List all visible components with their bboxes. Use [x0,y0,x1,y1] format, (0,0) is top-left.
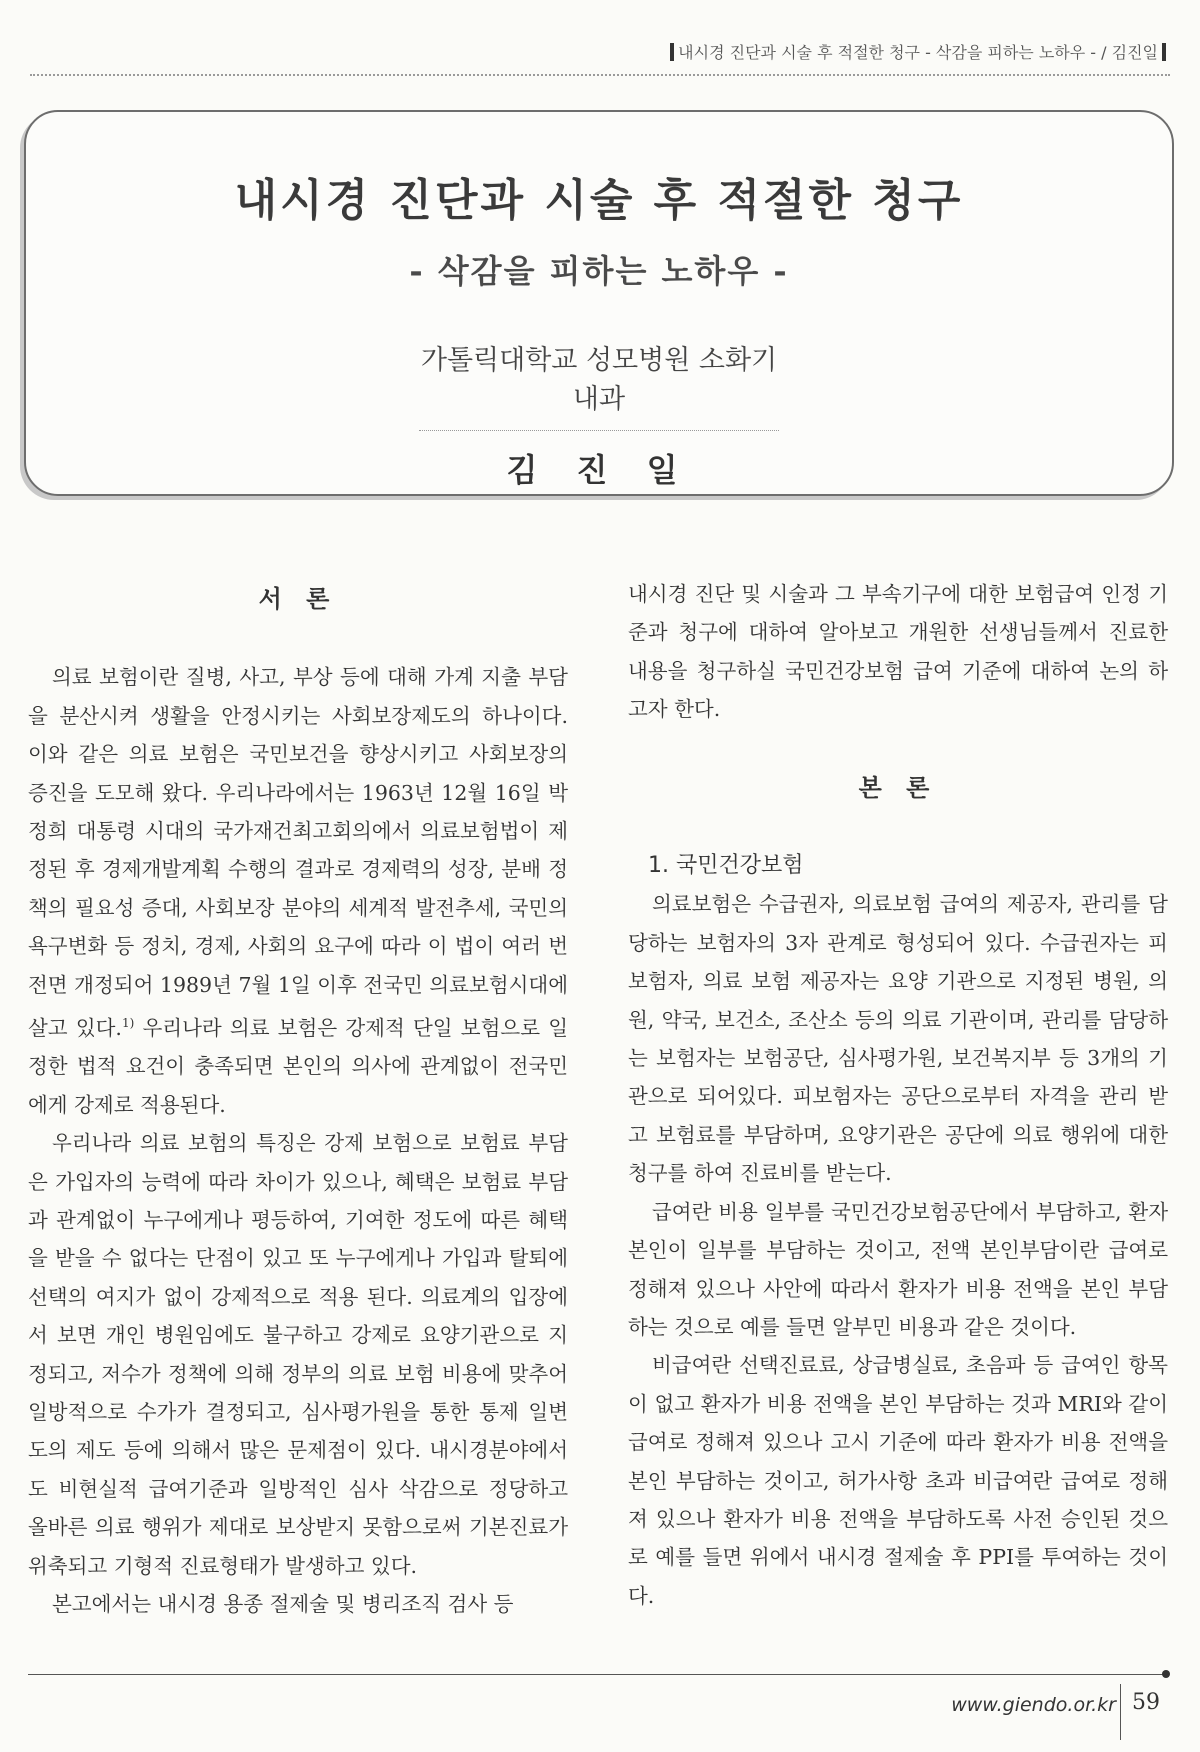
right-column [628,575,1168,1615]
page-number: 59 [1132,1690,1160,1715]
paragraph: 의료보험은 수급권자, 의료보험 급여의 제공자, 관리를 담당하는 보험자의 3자 관계로 형성되어 있다. 수급권자는 피 보험자, 의료 보험 제공자는 요양 기관으로 지정된 병원, 의원, 약국, 보건소, 조산소 등의 의료 기관이며, 관리를 담당하는 보험자는 보험공단, 심사평가원, 보건복지부 등 3개의 기관으로 되어있다. 피보험자는 공단으로부터 자격을 관리 받고 보험료를 부담하며, 요양기관은 공단에 의료 행위에 대한 청구를 하여 진료비를 받는다. [628,892,1168,1186]
paragraph: 급여란 비용 일부를 국민건강보험공단에서 부담하고, 환자 본인이 일부를 부담하는 것이고, 전액 본인부담이란 급여로 정해져 있으나 사안에 따라서 환자가 비용 전액을 본인 부담하는 것으로 예를 들면 알부민 비용과 같은 것이다. [628,1199,1168,1339]
subsection-heading: 1. 국민건강보험 [648,853,804,879]
footer-rule [28,1674,1166,1675]
paragraph: 우리나라 의료 보험의 특징은 강제 보험으로 보험료 부담은 가입자의 능력에 따라 차이가 있으나, 혜택은 보험료 부담과 관계없이 누구에게나 평등하여, 기여한 정도에 따른 혜택을 받을 수 없다는 단점이 있고 또 누구에게나 가입과 탈퇴에 선택의 여지가 없이 강제적으로 적용 된다. 의료계의 입장에서 보면 개인 병원임에도 불구하고 강제로 요양기관으로 지정되고, 저수가 정책에 의해 정부의 의료 보험 비용에 맞추어 일방적으로 수가가 결정되고, 심사평가원을 통한 통제 일변도의 제도 등에 의해서 많은 문제점이 있다. 내시경분야에서도 비현실적 급여기준과 일방적인 심사 삭감으로 정당하고 올바른 의료 행위가 제대로 보상받지 못함으로써 기본진료가 위축되고 기형적 진료형태가 발생하고 있다. [28,1131,568,1578]
paragraph [28,658,568,1124]
article-title: 내시경 진단과 시술 후 적절한 청구 [234,175,964,226]
section-heading-introduction: 서 론 [258,585,338,613]
header-bar-left [670,43,674,61]
paragraph: 내시경 진단 및 시술과 그 부속기구에 대한 보험급여 인정 기준과 청구에 대하여 알아보고 개원한 선생님들께서 진료한 내용을 청구하실 국민건강보험 급여 기준에 대하여 논의 하고자 한다. [628,582,1168,722]
running-head-text: 내시경 진단과 시술 후 적절한 청구 - 삭감을 피하는 노하우 - / 김진일 [678,43,1158,62]
paragraph: 본고에서는 내시경 용종 절제술 및 병리조직 검사 등 [52,1591,514,1616]
left-column [28,570,568,1623]
paragraph-text: 의료 보험이란 질병, 사고, 부상 등에 대해 가계 지출 부담을 분산시켜 생활을 안정시키는 사회보장제도의 하나이다. 이와 같은 의료 보험은 국민보건을 향상시키고 사회보장의 증진을 도모해 왔다. 우리나라에서는 1963년 12월 16일 박정희 대통령 시대의 국가재건최고회의에서 의료보험법이 제정된 후 경제개발계획 수행의 결과로 경제력의 성장, 분배 정책의 필요성 증대, 사회보장 분야의 세계적 발전추세, 국민의 욕구변화 등 정치, 경제, 사회의 요구에 따라 이 법이 여러 번 전면 개정되어 1989년 7월 1일 이후 전국민 의료보험시대에 살고 있다. [28,665,568,1040]
paragraph-text-tail: 우리나라 의료 보험은 강제적 단일 보험으로 일정한 법적 요건이 충족되면 본인의 의사에 관계없이 전국민에게 강제로 적용된다. [28,1015,569,1117]
article-subtitle: - 삭감을 피하는 노하우 - [409,252,789,290]
footer-separator [1120,1684,1121,1740]
author-name: 김 진 일 [506,451,692,489]
footer-url[interactable]: www.giendo.or.kr [951,1694,1116,1716]
paragraph: 비급여란 선택진료료, 상급병실료, 초음파 등 급여인 항목이 없고 환자가 비용 전액을 본인 부담하는 것과 MRI와 같이 급여로 정해져 있으나 고시 기준에 따라 환자가 비용 전액을 본인 부담하는 것이고, 허가사항 초과 비급여란 급여로 정해져 있으나 환자가 비용 전액을 부담하도록 사전 승인된 것으로 예를 들면 위에서 내시경 절제술 후 PPI를 투여하는 것이다. [628,1353,1168,1608]
header-bar-right [1162,43,1166,61]
section-heading-body: 본 론 [858,773,938,802]
reference-marker: 1) [121,1016,135,1031]
title-box [24,110,1174,496]
footer-dot [1162,1670,1170,1678]
author-affiliation: 가톨릭대학교 성모병원 소화기내과 [419,338,779,431]
running-header [30,40,1170,76]
